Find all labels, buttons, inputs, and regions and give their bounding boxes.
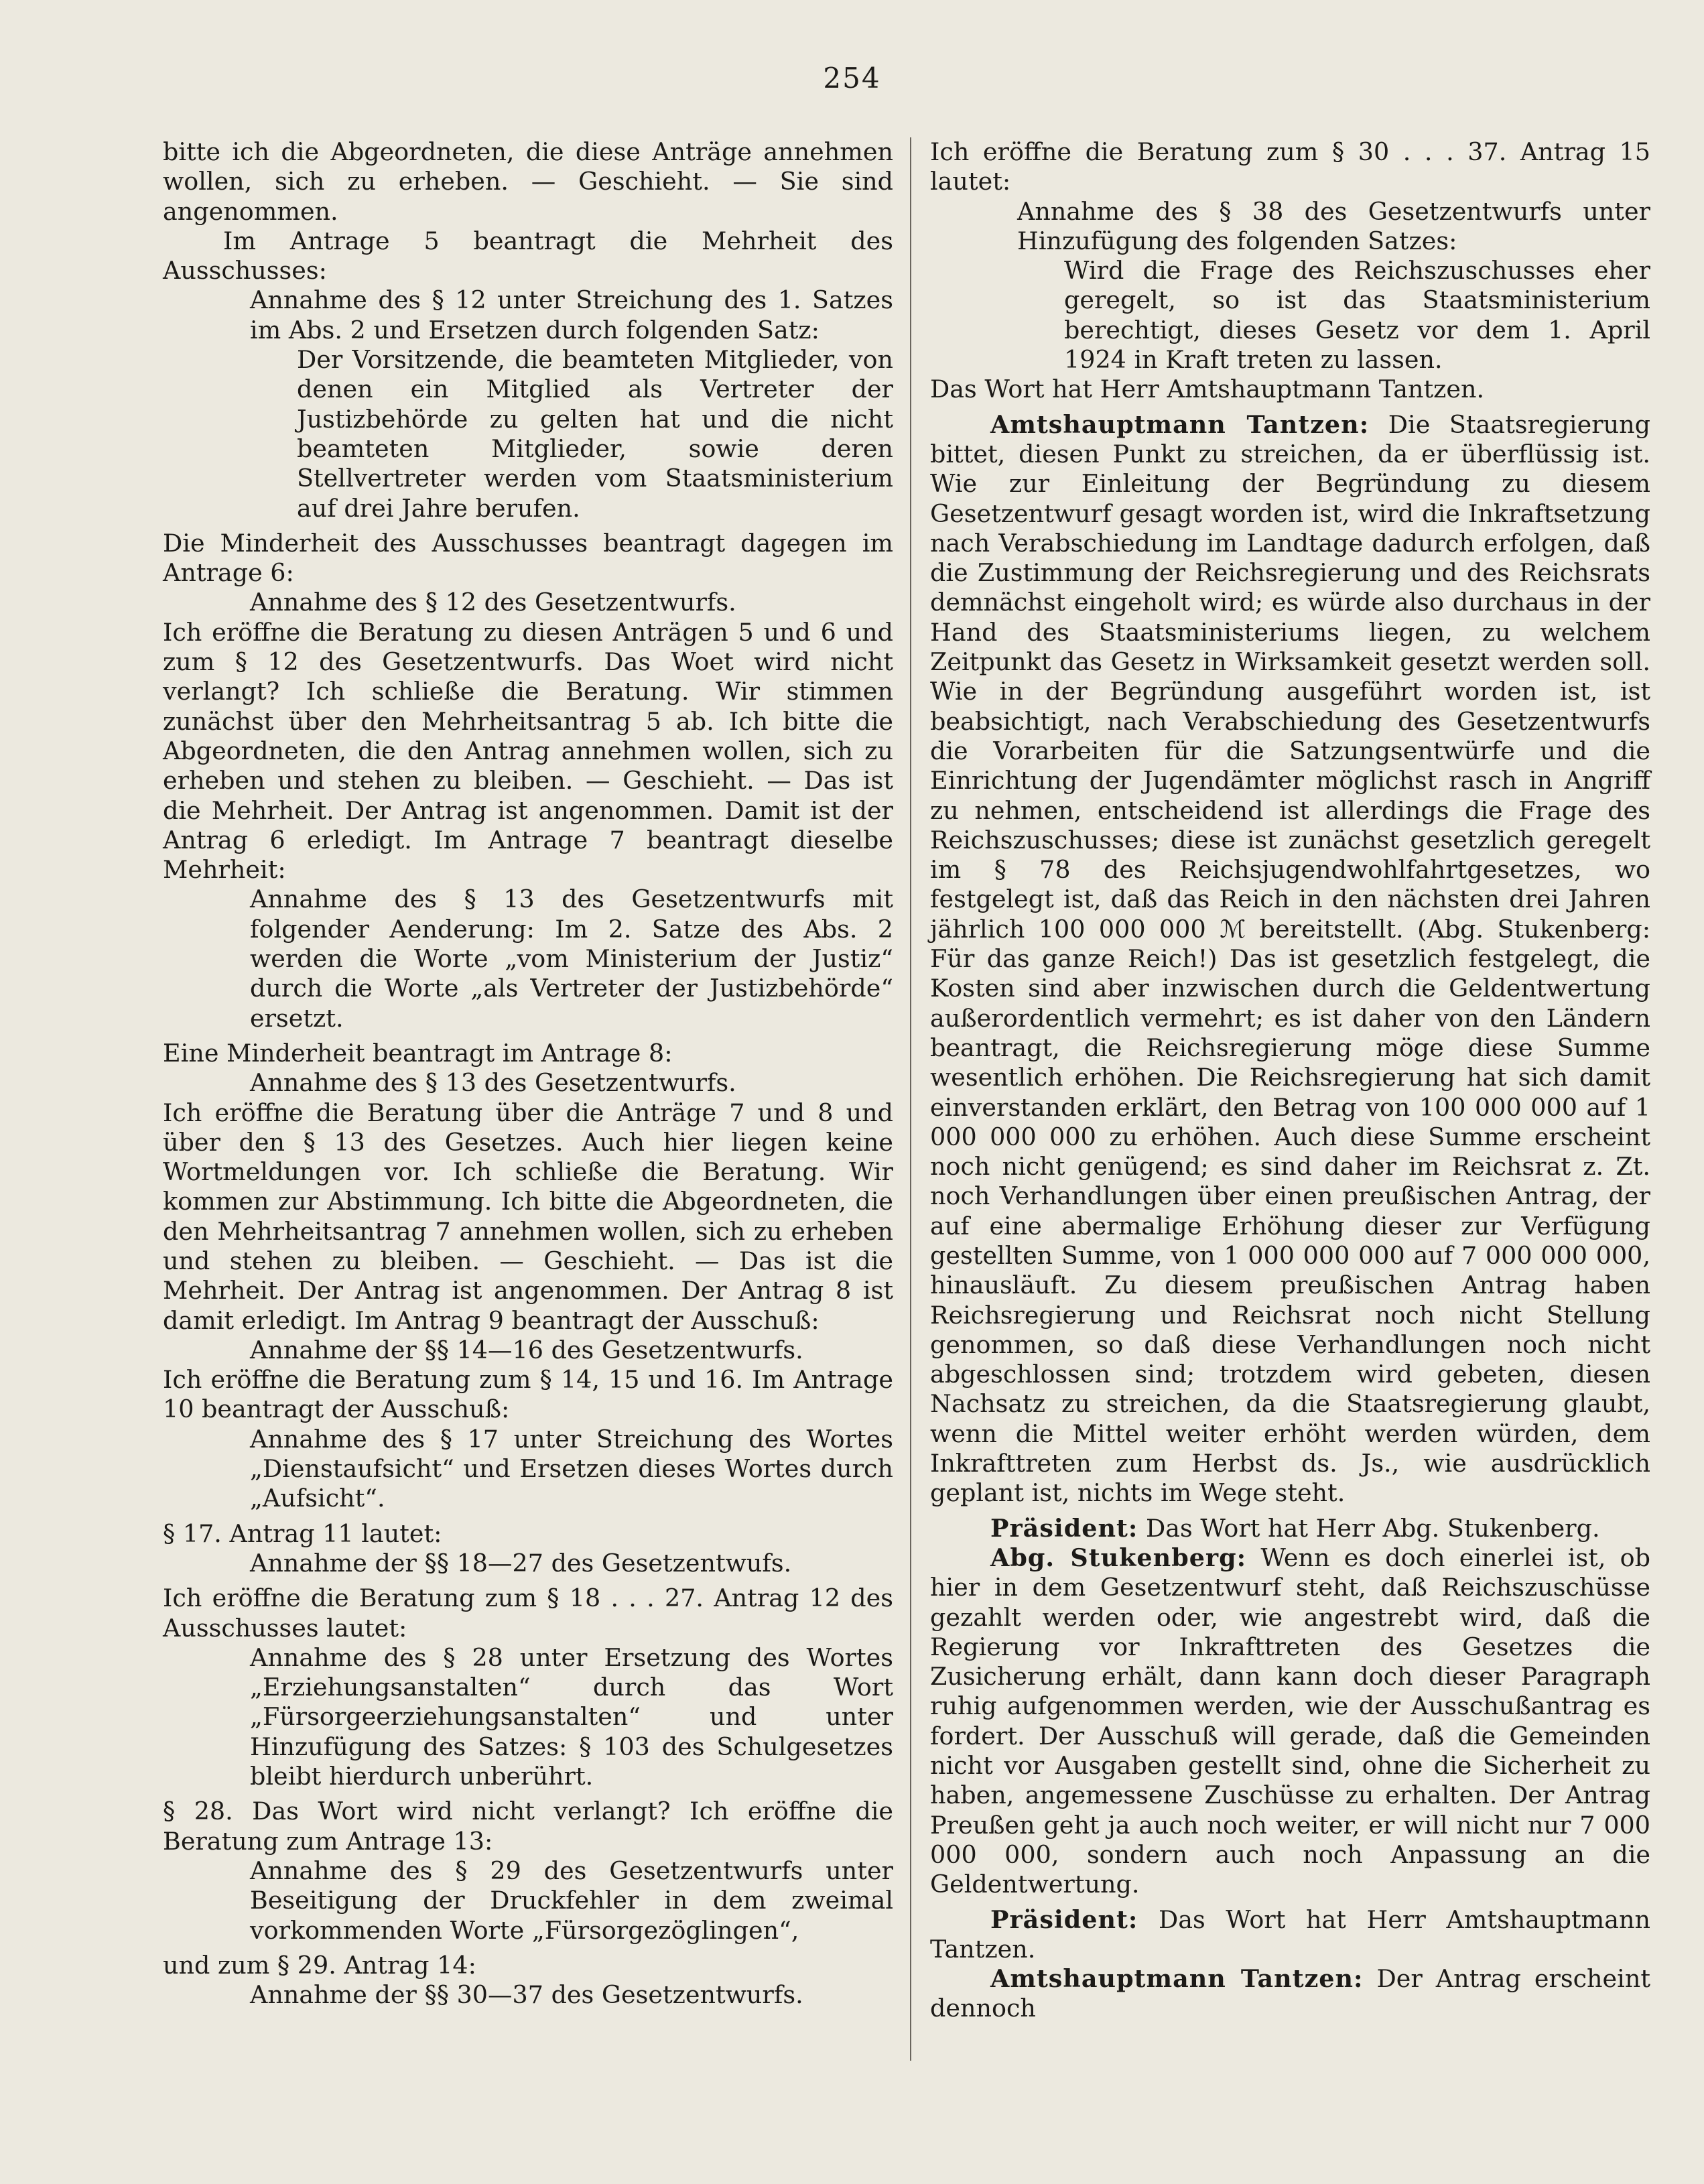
quoted-sentence: Wird die Frage des Reichszuschusses eher geregelt, so ist das Staatsministerium berechtigt, dieses Gesetz vor dem 1. April 1924 in Kraft treten zu lassen. [1064,256,1650,375]
speaker-name: Präsident: [990,1905,1138,1934]
motion-text: Annahme des § 17 unter Streichung des Wortes „Dienstaufsicht“ und Ersetzen dieses Wortes durch „Aufsicht“. [250,1424,893,1513]
speech-text: Wenn es doch einerlei ist, ob hier in dem Gesetzentwurf steht, daß Reichszuschüsse gezahlt werden oder, wie angestrebt wird, daß die Regierung vor Inkrafttreten des Gesetzes die Zusicherung erhält, dann kann doch dieser Paragraph ruhig aufgenommen werden, wie der Ausschußantrag es fordert. Der Ausschuß will gerade, daß die Gemeinden nicht vor Ausgaben gestellt sind, ohne die Sicherheit zu haben, angemessene Zuschüsse zu erhalten. Der Antrag Preußen geht ja auch noch weiter, er will nicht nur 7 000 000 000, sondern auch noch Anpassung an die Geldentwertung. [930,1543,1650,1899]
motion-text: Annahme des § 38 des Gesetzentwurfs unter Hinzufügung des folgenden Satzes: [1017,196,1650,255]
speech-text: Die Staatsregierung bittet, diesen Punkt zu streichen, da er überflüssig ist. Wie zur Einleitung der Begründung zu diesem Gesetzentwurf gesagt worden ist, wird die Inkraftsetzung nach Verabschiedung im Landtage dadurch erfolgen, daß die Zustimmung der Reichsregierung und des Reichsrats demnächst eingeholt wird; es würde also durchaus in der Hand des Staatsministeriums liegen, zu welchem Zeitpunkt das Gesetz in Wirksamkeit gesetzt werden soll. Wie in der Begründung ausgeführt worden ist, ist beabsichtigt, nach Verabschiedung des Gesetzentwurfs die Vorarbeiten für die Satzungsentwürfe und die Einrichtung der Jugendämter möglichst rasch in Angriff zu nehmen, entscheidend ist allerdings die Frage des Reichszuschusses; diese ist zunächst gesetzlich geregelt im § 78 des Reichsjugendwohlfahrtgesetzes, wo festgelegt ist, daß das Reich in den nächsten drei Jahren jährlich 100 000 000 ℳ bereitstellt. (Abg. Stukenberg: Für das ganze Reich!) Das ist gesetzlich festgelegt, die Kosten sind aber inzwischen durch die Geldentwertung außerordentlich vermehrt; es ist daher von den Ländern beantragt, die Reichsregierung möge diese Summe wesentlich erhöhen. Die Reichsregierung hat sich damit einverstanden erklärt, den Betrag von 100 000 000 auf 1 000 000 000 zu erhöhen. Auch diese Summe erscheint noch nicht genügend; es sind daher im Reichsrat z. Zt. noch Verhandlungen über einen preußischen Antrag, der auf eine abermalige Erhöhung dieser zur Verfügung gestellten Summe, von 1 000 000 000 auf 7 000 000 000, hinausläuft. Zu diesem preußischen Antrag haben Reichsregierung und Reichsrat noch nicht Stellung genommen, so daß diese Verhandlungen noch nicht abgeschlossen sind; trotzdem wird gebeten, diesen Nachsatz zu streichen, da die Staatsregierung glaubt, wenn die Mittel weiter erhöht werden würden, dem Inkrafttreten zum Herbst ds. Js., wie ausdrücklich geplant ist, nichts im Wege steht. [930,409,1650,1508]
paragraph: Ich eröffne die Beratung zum § 18 . . . 27. Antrag 12 des Ausschusses lautet: [163,1584,893,1643]
paragraph: Ich eröffne die Beratung zu diesen Anträgen 5 und 6 und zum § 12 des Gesetzentwurfs. Das Woet wird nicht verlangt? Ich schließe die Beratung. Wir stimmen zunächst über den Mehrheitsantrag 5 ab. Ich bitte die Abgeordneten, die den Antrag annehmen wollen, sich zu erheben und stehen zu bleiben. — Geschieht. — Das ist die Mehrheit. Der Antrag ist angenommen. Damit ist der Antrag 6 erledigt. Im Antrage 7 beantragt dieselbe Mehrheit: [163,617,893,885]
paragraph: § 28. Das Wort wird nicht verlangt? Ich eröffne die Beratung zum Antrage 13: [163,1797,893,1856]
motion-text: Annahme des § 13 des Gesetzentwurfs mit folgender Aenderung: Im 2. Satze des Abs. 2 werden die Worte „vom Ministerium der Justiz“ durch die Worte „als Vertreter der Justizbehörde“ ersetzt. [250,885,893,1033]
speaker-name: Präsident: [990,1513,1138,1543]
speech [930,1905,1650,1965]
paragraph: Eine Minderheit beantragt im Antrage 8: [163,1038,673,1068]
motion-text: Annahme der §§ 14—16 des Gesetzentwurfs. [250,1335,803,1364]
paragraph: § 17. Antrag 11 lautet: [163,1519,442,1548]
speech [930,1964,1650,2024]
speech-text: Der Antrag erscheint dennoch [930,1964,1650,2023]
speech-text: Das Wort hat Herr Amtshauptmann Tantzen. [930,1905,1650,1964]
motion-text: Annahme des § 13 des Gesetzentwurfs. [250,1068,736,1098]
paragraph: und zum § 29. Antrag 14: [163,1950,476,1980]
paragraph: Ich eröffne die Beratung zum § 30 . . . 37. Antrag 15 lautet: [930,137,1650,196]
speech [930,1514,1650,1543]
speech [930,1543,1650,1900]
motion-text: Annahme des § 29 des Gesetzentwurfs unter Beseitigung der Druckfehler in dem zweimal vorkommenden Worte „Fürsorgezöglingen“, [250,1856,893,1945]
speaker-name: Amtshauptmann Tantzen: [990,409,1370,439]
motion-text: Annahme des § 12 des Gesetzentwurfs. [250,588,736,617]
quoted-sentence: Der Vorsitzende, die beamteten Mitglieder, von denen ein Mitglied als Vertreter der Justizbehörde zu gelten hat und die nicht beamteten Mitglieder, sowie deren Stellvertreter werden vom Staatsministerium auf drei Jahre berufen. [297,345,893,523]
column-divider [910,137,911,2061]
speaker-name: Abg. Stukenberg: [990,1543,1247,1572]
left-column [163,137,893,2010]
paragraph: Das Wort hat Herr Amtshauptmann Tantzen. [930,375,1485,404]
paragraph: Im Antrage 5 beantragt die Mehrheit des Ausschusses: [163,226,893,285]
paragraph: bitte ich die Abgeordneten, die diese Anträge annehmen wollen, sich zu erheben. — Geschieht. — Sie sind angenommen. [163,137,893,226]
paragraph: Ich eröffne die Beratung über die Anträge 7 und 8 und über den § 13 des Gesetzes. Auch hier liegen keine Wortmeldungen vor. Ich schließe die Beratung. Wir kommen zur Abstimmung. Ich bitte die Abgeordneten, die den Mehrheitsantrag 7 annehmen wollen, sich zu erheben und stehen zu bleiben. — Geschieht. — Das ist die Mehrheit. Der Antrag ist angenommen. Der Antrag 8 ist damit erledigt. Im Antrag 9 beantragt der Ausschuß: [163,1098,893,1335]
speaker-name: Amtshauptmann Tantzen: [990,1964,1364,1994]
motion-text: Annahme des § 12 unter Streichung des 1. Satzes im Abs. 2 und Ersetzen durch folgenden Satz: [250,285,893,344]
paragraph: Die Minderheit des Ausschusses beantragt dagegen im Antrage 6: [163,528,893,588]
motion-text: Annahme der §§ 30—37 des Gesetzentwurfs. [250,1980,803,2010]
motion-text: Annahme des § 28 unter Ersetzung des Wortes „Erziehungsanstalten“ durch das Wort „Fürsorgeerziehungsanstalten“ und unter Hinzufügung des Satzes: § 103 des Schulgesetzes bleibt hierdurch unberührt. [250,1643,893,1791]
page-number: 254 [823,62,881,94]
motion-text: Annahme der §§ 18—27 des Gesetzentwufs. [250,1548,792,1578]
paragraph: Ich eröffne die Beratung zum § 14, 15 und 16. Im Antrage 10 beantragt der Ausschuß: [163,1365,893,1424]
speech [930,410,1650,1508]
right-column [930,137,1650,2024]
speech-text: Das Wort hat Herr Abg. Stukenberg. [1138,1513,1600,1543]
